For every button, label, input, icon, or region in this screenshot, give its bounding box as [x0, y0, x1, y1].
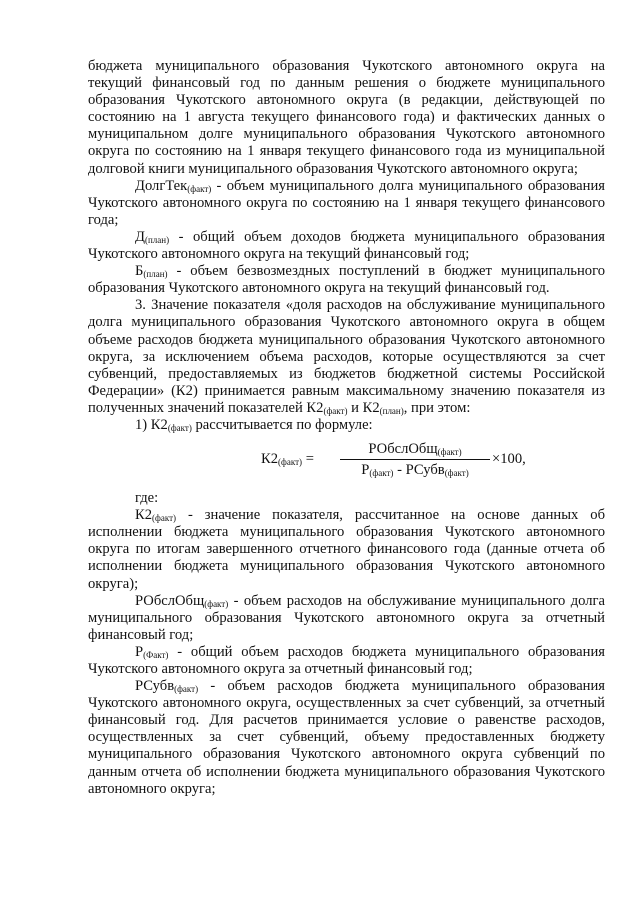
formula-denominator: $Р_{(факт)}$ - РСубв$_{(факт)}$ — [361, 462, 469, 479]
formula-numerator: РОбслОбщ$_{(факт)}$ — [368, 441, 462, 458]
term-subscript: (план) — [143, 269, 168, 280]
paragraph-item-3 — [88, 297, 605, 417]
paragraph-rsubv — [88, 678, 605, 798]
paragraph-where: где: — [135, 490, 159, 507]
term: РСубв — [135, 678, 175, 695]
document-page — [88, 58, 605, 798]
term: Д — [135, 228, 145, 245]
formula-k2 — [88, 441, 605, 485]
formula-rhs: ×100, — [492, 451, 526, 468]
paragraph-subitem-1 — [88, 417, 605, 434]
subscript: (факт) — [167, 422, 192, 433]
term: К2 — [135, 507, 153, 524]
term-subscript: (факт) — [152, 513, 177, 524]
term-subscript: (Факт) — [143, 649, 169, 660]
definition: - объем безвозмездных поступлений в бюджет муниципального образования Чукотского автономного округа на текущий финансовый год. — [88, 263, 605, 297]
item-text: 1) К2 — [135, 416, 168, 433]
item-text: и К2 — [347, 399, 380, 416]
subscript: (план) — [379, 405, 404, 416]
item-text: рассчитывается по формуле: — [191, 416, 373, 433]
item-text: 3. Значение показателя «доля расходов на обслуживание муниципального долга муниципального образования Чукотского автономного округа в общем объеме расходов бюджета муниципального образования Чукотского автономного округа, за исключением объема расходов, которые осуществляются за счет субвенций, предоставляемых из бюджетов бюджетной системы Российской Федерации» (К2) принимается равным максимальному значению показателя из полученных значений показателей К2 — [88, 297, 605, 416]
formula-fraction — [340, 441, 490, 478]
formula-lhs: $К2_{(факт)}$ = — [261, 451, 314, 468]
term-subscript: (факт) — [174, 684, 199, 695]
definition: - значение показателя, рассчитанное на основе данных об исполнении бюджета муниципального образования Чукотского автономного округа по итогам завершенного отчетного финансового года (данные отчета об исполнении бюджета муниципального образования Чукотского автономного округа); — [88, 507, 605, 592]
paragraph-k2-fact — [88, 507, 605, 592]
subscript: (факт) — [323, 405, 348, 416]
definition: - объем расходов на обслуживание муниципального долга муниципального образования Чукотского автономного округа за отчетный финансовый год; — [88, 592, 605, 643]
paragraph-1: бюджета муниципального образования Чукотского автономного округа на текущий финансовый год по данным решения о бюджете муниципального образования Чукотского автономного округа (в редакции, действующей по состоянию на 1 августа текущего финансового года) и фактических данных о муниципальном долге муниципального образования Чукотского автономного округа по состоянию на 1 января текущего финансового года из муниципальной долговой книги муниципального образования Чукотского автономного округа; — [88, 58, 605, 177]
definition: - общий объем доходов бюджета муниципального образования Чукотского автономного округа на текущий финансовый год; — [88, 228, 605, 263]
paragraph-b-plan — [88, 263, 605, 297]
term: Р — [135, 643, 144, 660]
term-subscript: (план) — [144, 234, 170, 245]
paragraph-d-plan — [88, 229, 605, 263]
item-text: , при этом: — [403, 399, 471, 416]
definition: - объем муниципального долга муниципального образования Чукотского автономного округа по состоянию на 1 января текущего финансового года; — [88, 177, 605, 228]
paragraph-dolgtek — [88, 178, 605, 229]
paragraph-r-fact — [88, 644, 605, 678]
definition: - общий объем расходов бюджета муниципального образования Чукотского автономного округа за отчетный финансовый год; — [88, 643, 605, 677]
term: Б — [135, 263, 144, 280]
definition: - объем расходов бюджета муниципального образования Чукотского автономного округа, осуществленных за счет субвенций, за отчетный финансовый год. Для расчетов принимается условие о равенстве расходов, осуществленных за счет субвенций, объему предоставленных бюджету муниципального образования Чукотского автономного округа субвенций по данным отчета об исполнении бюджета муниципального образования Чукотского автономного округа; — [88, 678, 605, 797]
paragraph-robslobsch — [88, 593, 605, 644]
term-subscript: (факт) — [204, 598, 229, 609]
term: РОбслОбщ — [135, 592, 205, 609]
term: ДолгТек — [135, 177, 188, 194]
term-subscript: (факт) — [187, 183, 212, 194]
fraction-bar — [340, 459, 490, 460]
